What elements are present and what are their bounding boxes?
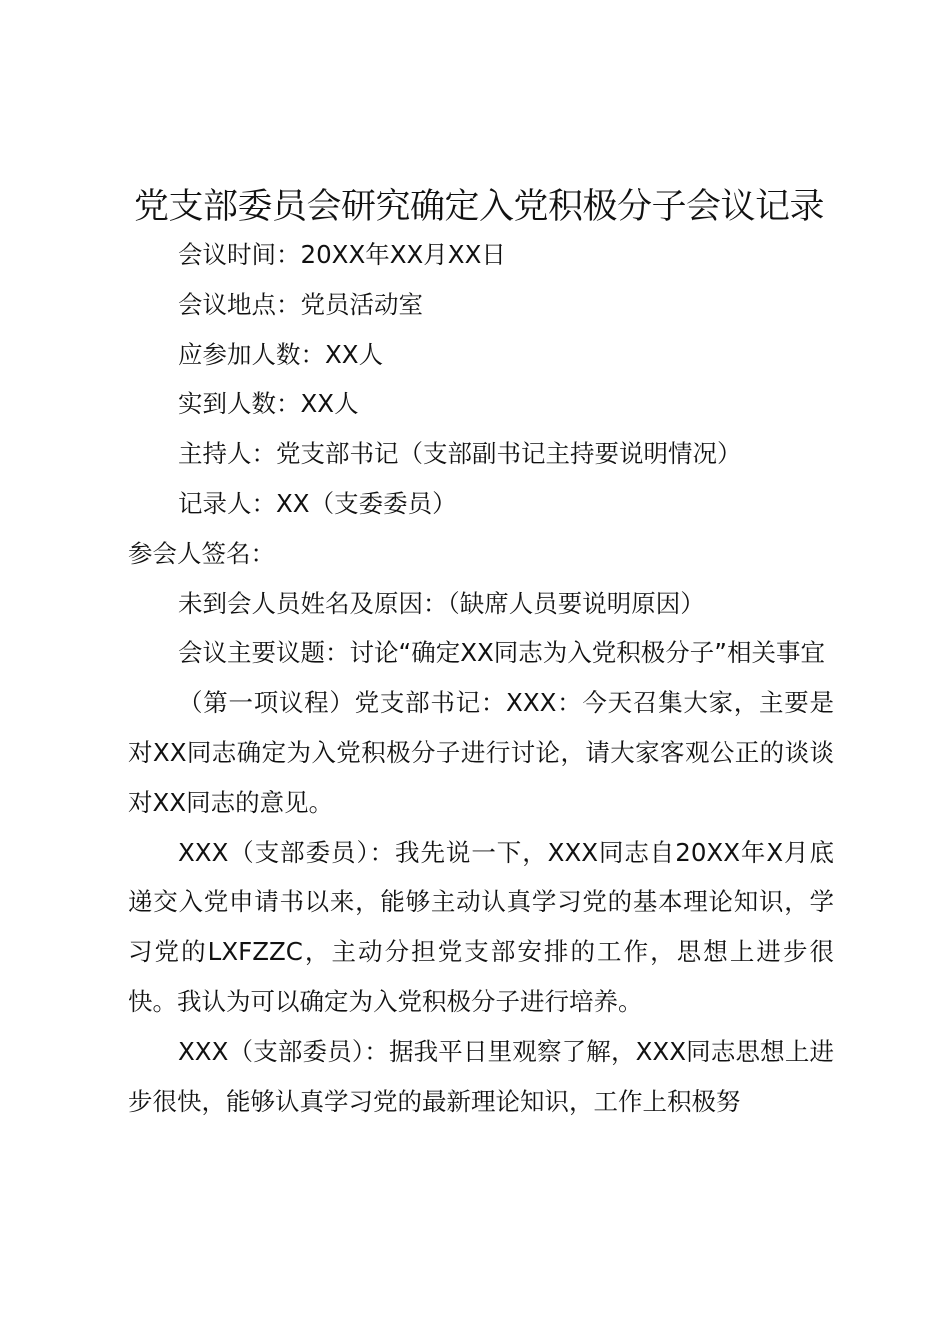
main-topic: 会议主要议题：讨论“确定XX同志为入党积极分子”相关事宜 bbox=[178, 638, 825, 668]
actual-attendees: 实到人数：XX人 bbox=[178, 389, 359, 419]
member-statement-2: XXX（支部委员）：据我平日里观察了解，XXX同志思想上进步很快，能够认真学习党的最新理论知识，工作上积极努 bbox=[128, 1036, 834, 1116]
meeting-time: 会议时间：20XX年XX月XX日 bbox=[178, 240, 506, 269]
member-statement-1: XXX（支部委员）：我先说一下，XXX同志自20XX年X月底递交入党申请书以来，能够主动认真学习党的基本理论知识，学习党的LXFZZC，主动分担党支部安排的工作，思想上进步很快。我认为可以确定为入党积极分子进行培养。 bbox=[128, 837, 834, 1016]
attendee-signatures: 参会人签名： bbox=[128, 538, 275, 568]
document-title: 党支部委员会研究确定入党积极分子会议记录 bbox=[133, 187, 824, 227]
document-body bbox=[128, 230, 834, 1126]
recorder: 记录人：XX（支委委员） bbox=[178, 488, 457, 518]
host: 主持人：党支部书记（支部副书记主持要说明情况） bbox=[178, 439, 742, 469]
meeting-location: 会议地点：党员活动室 bbox=[178, 289, 423, 319]
agenda-item-1: （第一项议程）党支部书记：XXX：今天召集大家，主要是对XX同志确定为入党积极分子进行讨论，请大家客观公正的谈谈对XX同志的意见。 bbox=[128, 688, 834, 817]
expected-attendees: 应参加人数：XX人 bbox=[178, 339, 384, 369]
absentees: 未到会人员姓名及原因：（缺席人员要说明原因） bbox=[178, 588, 705, 618]
